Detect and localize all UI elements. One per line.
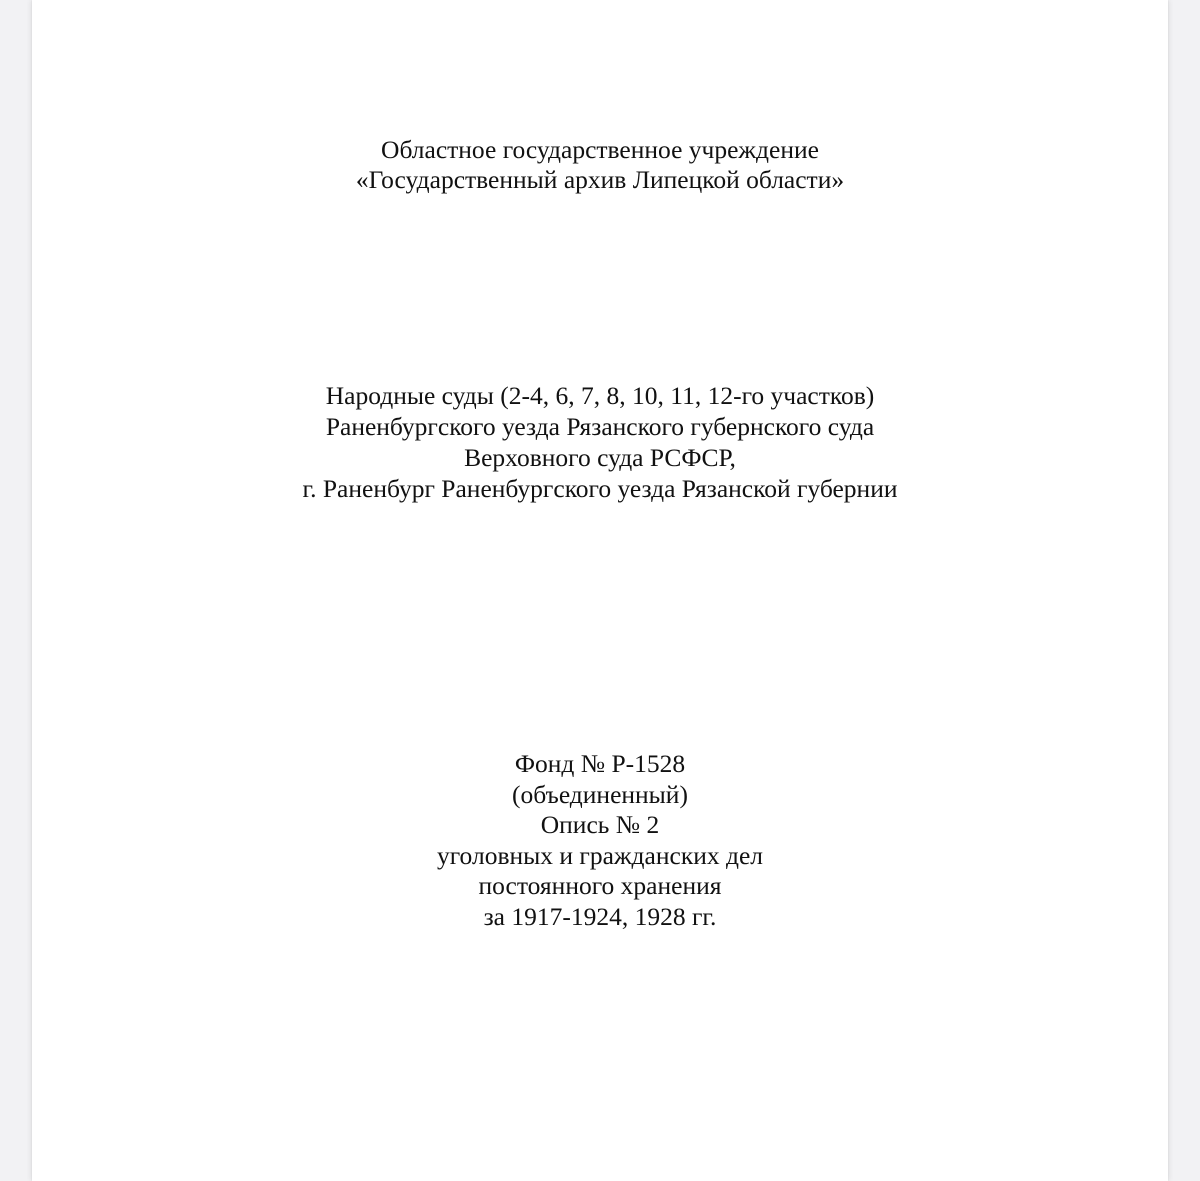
institution-header xyxy=(32,135,1168,195)
inventory-details xyxy=(32,749,1168,932)
fund-title-line-1: Народные суды (2-4, 6, 7, 8, 10, 11, 12-го участков) xyxy=(325,381,875,410)
storage-term: постоянного хранения xyxy=(478,871,722,900)
inventory-number: Опись № 2 xyxy=(540,810,660,839)
document-page xyxy=(32,0,1168,1181)
date-range: за 1917-1924, 1928 гг. xyxy=(483,901,717,931)
fund-title-line-4: г. Раненбург Раненбургского уезда Рязанской губернии xyxy=(302,474,898,503)
inventory-content: уголовных и гражданских дел xyxy=(436,840,763,870)
fund-title xyxy=(32,380,1168,504)
institution-line-2: «Государственный архив Липецкой области» xyxy=(355,165,845,194)
fund-title-line-3: Верховного суда РСФСР, xyxy=(464,443,736,472)
fund-type: (объединенный) xyxy=(512,779,688,809)
fund-number: Фонд № Р-1528 xyxy=(514,749,686,778)
fund-title-line-2: Раненбургского уезда Рязанского губернского суда xyxy=(325,412,875,441)
institution-line-1: Областное государственное учреждение xyxy=(381,135,819,164)
